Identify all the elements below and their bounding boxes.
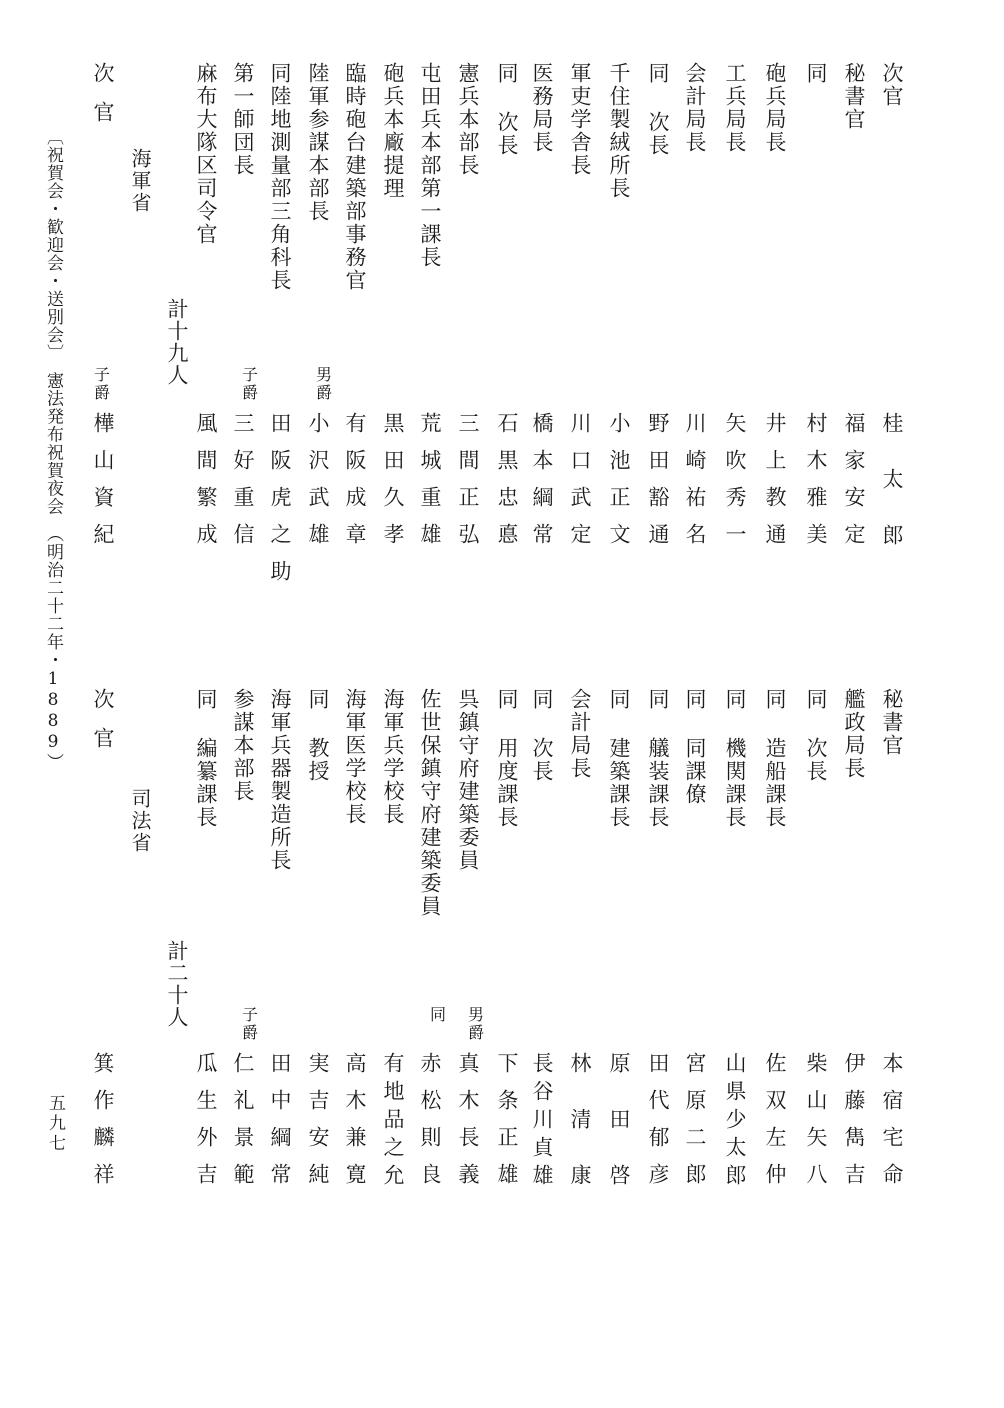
army-name: 桂太郎 xyxy=(880,412,904,580)
navy-title: 佐世保鎮守府建築委員 xyxy=(418,688,442,918)
army-name: 小池正文 xyxy=(607,412,631,560)
army-name: 有阪成章 xyxy=(343,412,367,560)
navy-dept-heading: 海軍省 xyxy=(128,148,152,214)
navy-title: 同 艤装課長 xyxy=(646,688,670,829)
army-name: 荒城重雄 xyxy=(418,412,442,560)
navy-name: 実吉安純 xyxy=(306,1052,330,1200)
navy-name: 本宿宅命 xyxy=(880,1052,904,1200)
army-name: 田阪虎之助 xyxy=(268,412,292,597)
navy-title: 同 教授 xyxy=(306,688,330,783)
navy-name: 赤松則良 xyxy=(418,1052,442,1200)
army-title: 同 次長 xyxy=(646,62,670,157)
army-title: 屯田兵本部第一課長 xyxy=(418,62,442,269)
rank-label: 同 xyxy=(429,1005,446,1024)
navy-vice-title: 次官 xyxy=(91,62,115,140)
army-title: 砲兵本廠提理 xyxy=(381,62,405,200)
navy-title: 海軍医学校長 xyxy=(343,688,367,826)
army-name: 三好重信 xyxy=(231,412,255,560)
navy-vice-name: 樺山資紀 xyxy=(91,412,115,560)
army-title: 同 次長 xyxy=(495,62,519,157)
navy-name: 下条正雄 xyxy=(495,1052,519,1200)
army-title: 陸軍参謀本部長 xyxy=(306,62,330,223)
army-title: 同陸地測量部三角科長 xyxy=(268,62,292,292)
army-name: 三間正弘 xyxy=(456,412,480,560)
running-header: 〔祝賀会・歓迎会・送別会〕 憲法発布祝賀夜会 （明治二十二年・1889） xyxy=(43,128,63,771)
navy-name: 高木兼寛 xyxy=(343,1052,367,1200)
navy-name: 伊藤雋吉 xyxy=(842,1052,866,1200)
navy-title: 同 次長 xyxy=(530,688,554,783)
army-title: 次官 xyxy=(880,62,904,108)
army-title: 秘書官 xyxy=(842,62,866,131)
rank-label: 男爵 xyxy=(467,1005,484,1042)
army-title: 臨時砲台建築部事務官 xyxy=(343,62,367,292)
rank-label: 子爵 xyxy=(241,365,258,402)
army-name: 川口武定 xyxy=(568,412,592,560)
army-name: 野田豁通 xyxy=(646,412,670,560)
justice-vice-name: 箕作麟祥 xyxy=(91,1052,115,1200)
army-name: 小沢武雄 xyxy=(306,412,330,560)
navy-title: 同 次長 xyxy=(804,688,828,783)
navy-title: 海軍兵器製造所長 xyxy=(268,688,292,872)
navy-title: 艦政局長 xyxy=(842,688,866,780)
army-title: 会計局長 xyxy=(683,62,707,154)
army-name: 井上教通 xyxy=(763,412,787,560)
navy-name: 原田啓 xyxy=(607,1052,631,1220)
navy-title: 呉鎮守府建築委員 xyxy=(456,688,480,872)
rank-label: 子爵 xyxy=(93,365,110,402)
army-title: 医務局長 xyxy=(530,62,554,154)
navy-name: 山県少太郎 xyxy=(723,1052,747,1192)
army-name: 石黒忠悳 xyxy=(495,412,519,560)
army-name: 風間繁成 xyxy=(194,412,218,560)
navy-title: 同 機関課長 xyxy=(723,688,747,829)
navy-name: 宮原二郎 xyxy=(683,1052,707,1200)
navy-name: 田中綱常 xyxy=(268,1052,292,1200)
navy-title: 同 同課僚 xyxy=(683,688,707,806)
navy-title: 同 編纂課長 xyxy=(194,688,218,829)
navy-title: 同 用度課長 xyxy=(495,688,519,829)
army-title: 軍吏学舎長 xyxy=(568,62,592,177)
army-name: 橋本綱常 xyxy=(530,412,554,560)
army-title: 千住製絨所長 xyxy=(607,62,631,200)
army-total: 計十九人 xyxy=(165,298,189,386)
navy-name: 有地品之允 xyxy=(381,1052,405,1192)
navy-name: 佐双左仲 xyxy=(763,1052,787,1200)
navy-title: 会計局長 xyxy=(568,688,592,780)
navy-name: 林清康 xyxy=(568,1052,592,1220)
army-title: 工兵局長 xyxy=(723,62,747,154)
navy-title: 秘書官 xyxy=(880,688,904,757)
army-name: 黒田久孝 xyxy=(381,412,405,560)
justice-vice-title: 次官 xyxy=(91,688,115,766)
army-name: 村木雅美 xyxy=(804,412,828,560)
army-title: 憲兵本部長 xyxy=(456,62,480,177)
navy-name: 瓜生外吉 xyxy=(194,1052,218,1200)
army-title: 同 xyxy=(804,62,828,85)
navy-title: 同 造船課長 xyxy=(763,688,787,829)
army-name: 矢吹秀一 xyxy=(723,412,747,560)
army-title: 第一師団長 xyxy=(231,62,255,177)
army-name: 福家安定 xyxy=(842,412,866,560)
rank-label: 男爵 xyxy=(315,365,332,402)
navy-name: 田代郁彦 xyxy=(646,1052,670,1200)
navy-title: 参謀本部長 xyxy=(231,688,255,803)
navy-name: 仁礼景範 xyxy=(231,1052,255,1200)
justice-dept-heading: 司法省 xyxy=(128,788,152,854)
army-title: 砲兵局長 xyxy=(763,62,787,154)
navy-name: 柴山矢八 xyxy=(804,1052,828,1200)
navy-title: 同 建築課長 xyxy=(607,688,631,829)
army-name: 川崎祐名 xyxy=(683,412,707,560)
army-title: 麻布大隊区司令官 xyxy=(194,62,218,246)
page-number: 五九七 xyxy=(45,1094,65,1154)
navy-title: 海軍兵学校長 xyxy=(381,688,405,826)
navy-name: 長谷川貞雄 xyxy=(530,1052,554,1192)
navy-total: 計二十人 xyxy=(165,940,189,1028)
navy-name: 真木長義 xyxy=(456,1052,480,1200)
rank-label: 子爵 xyxy=(241,1005,258,1042)
